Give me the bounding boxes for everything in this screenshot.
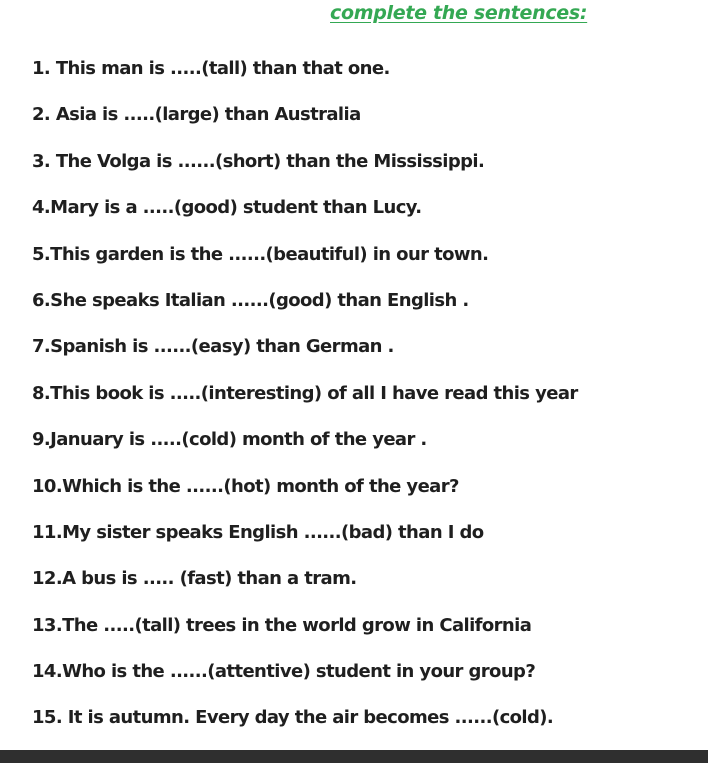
sentence-item: 5.This garden is the ......(beautiful) in our town. — [32, 243, 489, 265]
sentence-item: 12.A bus is ..... (fast) than a tram. — [32, 568, 357, 590]
sentence-item: 15. It is autumn. Every day the air becomes ......(cold). — [32, 707, 554, 729]
worksheet-title: complete the sentences: — [330, 2, 588, 24]
sentence-item: 8.This book is .....(interesting) of all I have read this year — [32, 382, 578, 404]
sentence-item: 14.Who is the ......(attentive) student in your group? — [32, 661, 536, 683]
sentence-item: 4.Mary is a .....(good) student than Lucy. — [32, 197, 422, 219]
sentence-list — [32, 56, 578, 752]
sentence-item: 11.My sister speaks English ......(bad) than I do — [32, 521, 484, 543]
sentence-item: 10.Which is the ......(hot) month of the year? — [32, 475, 459, 497]
sentence-item: 1. This man is .....(tall) than that one. — [32, 58, 390, 79]
sentence-item: 3. The Volga is ......(short) than the Mississippi. — [32, 150, 485, 172]
sentence-item: 7.Spanish is ......(easy) than German . — [32, 336, 394, 358]
sentence-item: 2. Asia is .....(large) than Australia — [32, 104, 361, 126]
sentence-item: 6.She speaks Italian ......(good) than English . — [32, 289, 469, 311]
sentence-item: 13.The .....(tall) trees in the world grow in California — [32, 614, 532, 636]
bottom-bar — [0, 750, 708, 763]
sentence-item: 9.January is .....(cold) month of the year . — [32, 429, 427, 451]
